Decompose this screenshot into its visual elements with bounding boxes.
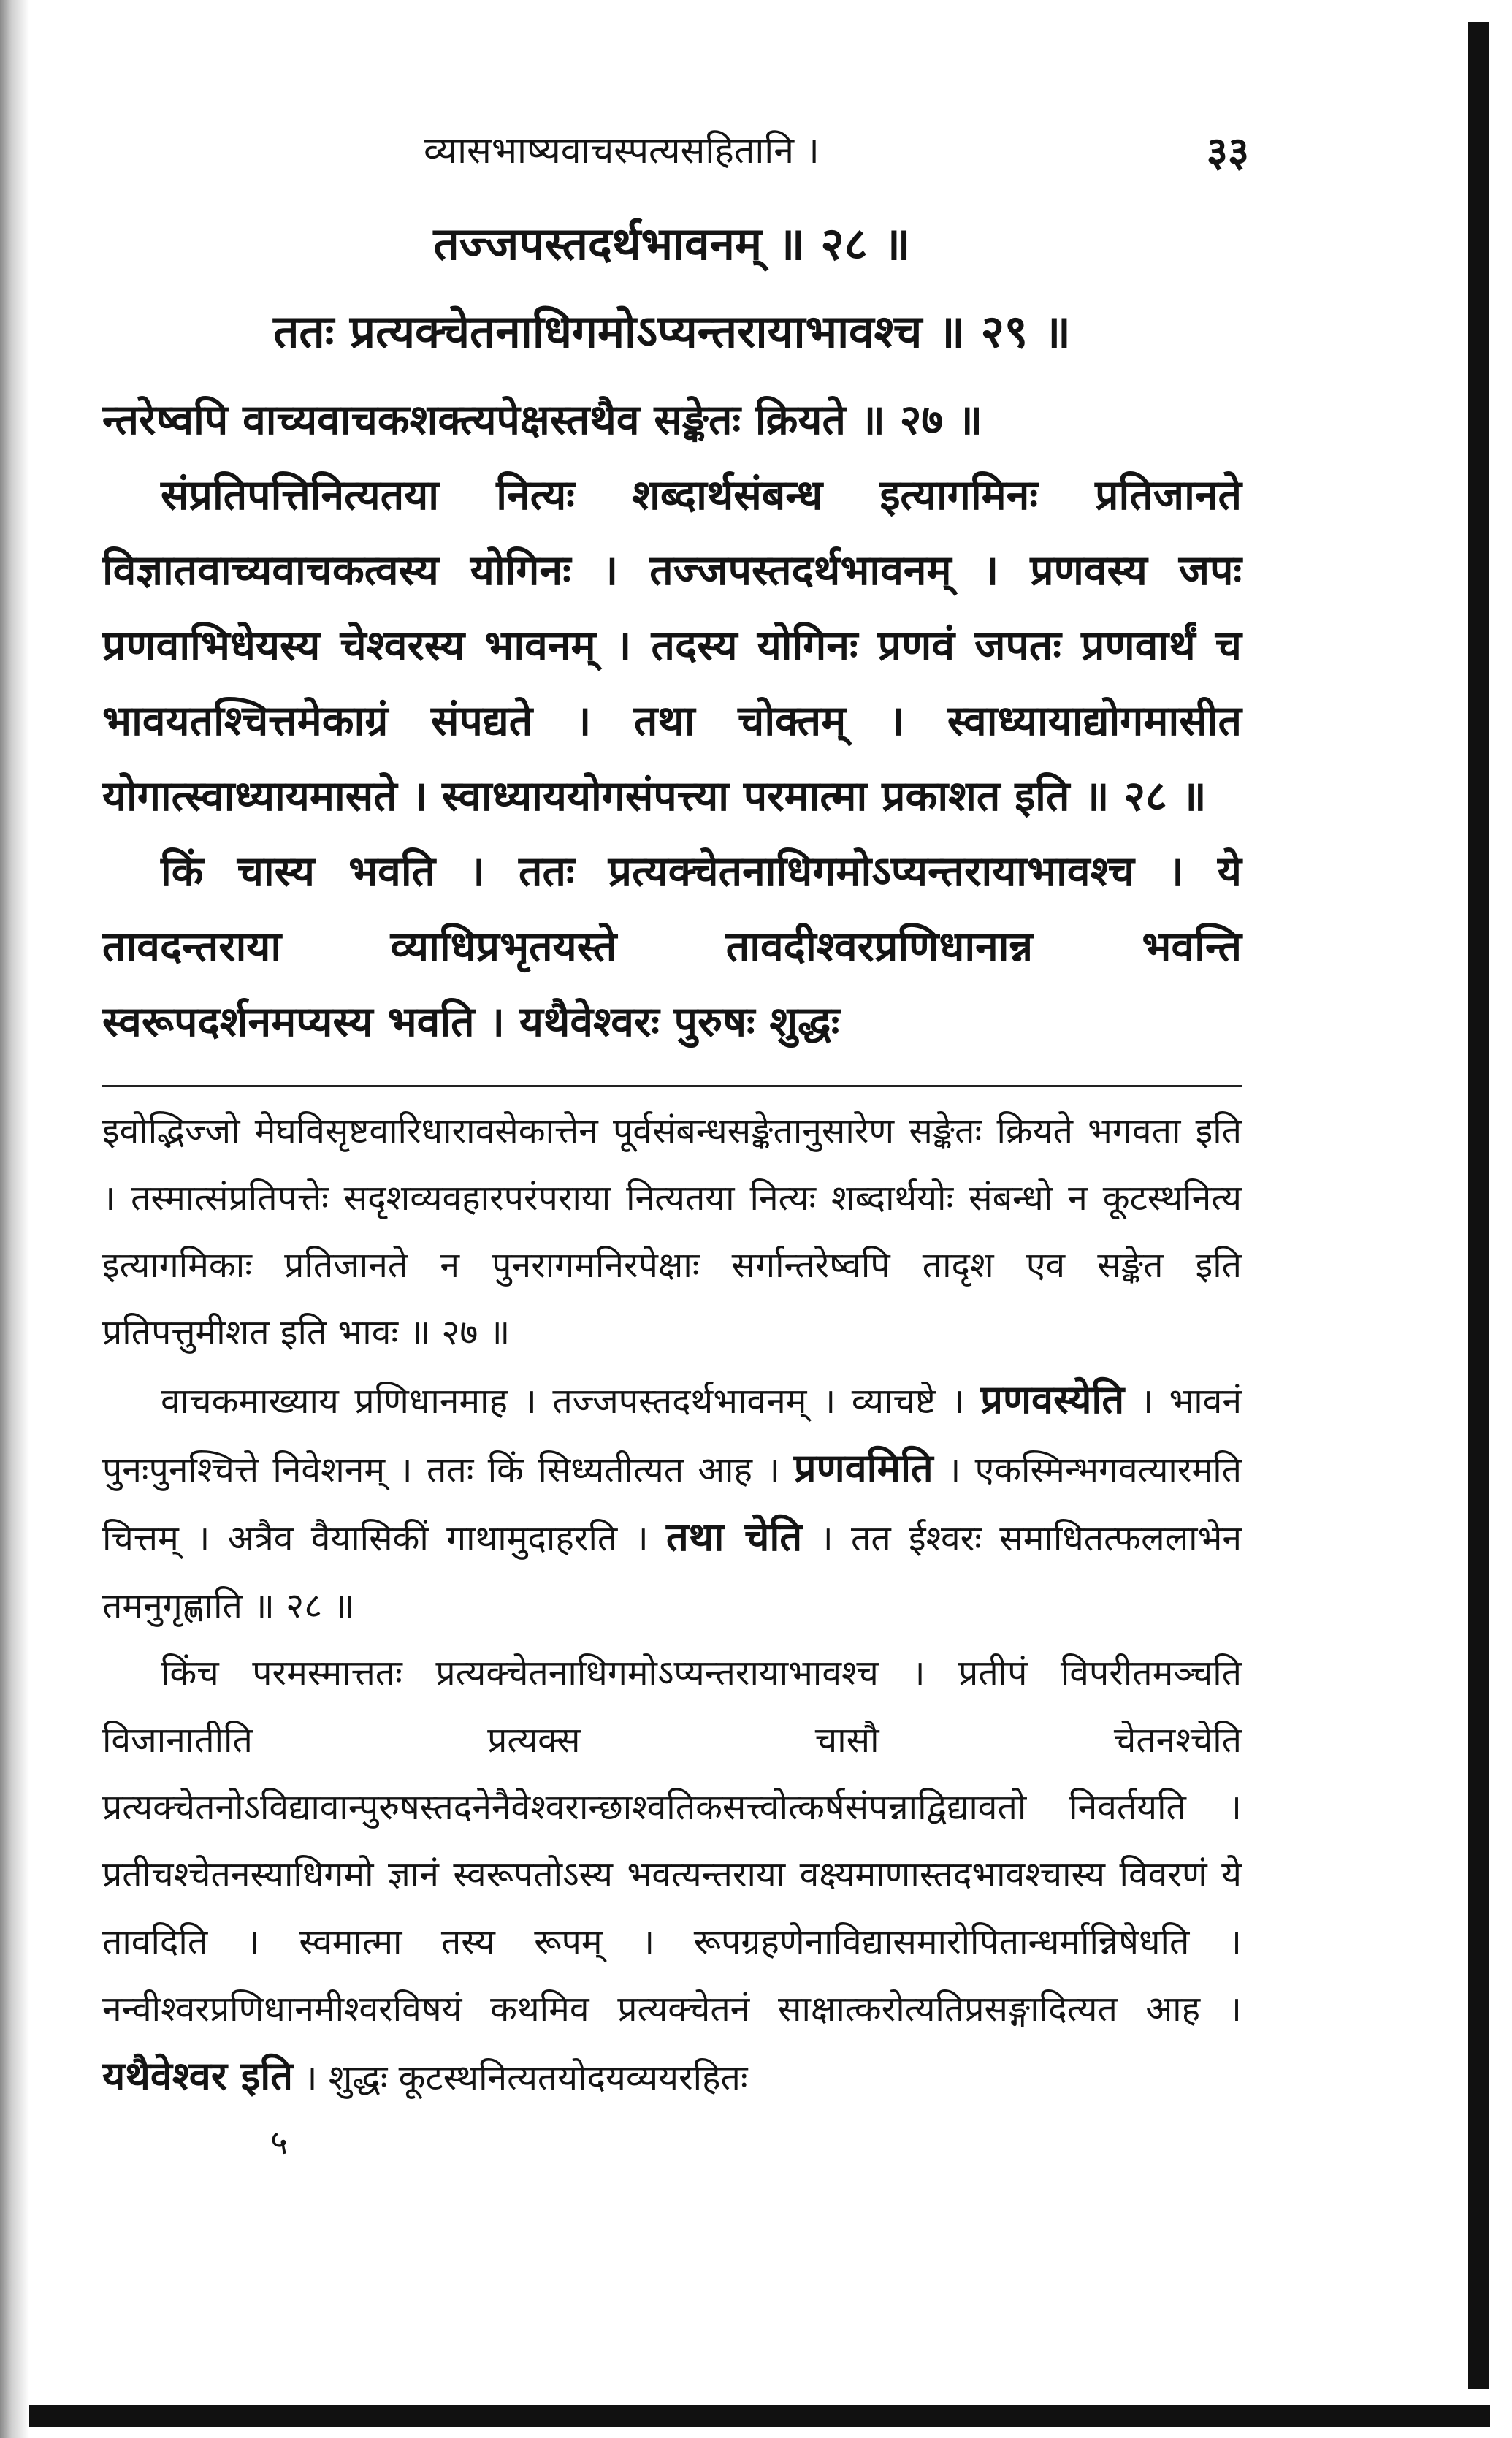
tika-paragraph	[102, 1366, 1242, 1639]
tika-pratika: यथैवेश्वर इति	[102, 2053, 293, 2099]
sutra-29: ततः प्रत्यक्चेतनाधिगमोऽप्यन्तरायाभावश्च ॥ २९ ॥	[273, 305, 1071, 358]
tika-text: वाचकमाख्याय प्रणिधानमाह । तज्जपस्तदर्थभावनम् । व्याचष्टे ।	[161, 1381, 981, 1422]
scan-border-right	[1468, 22, 1489, 2389]
tika-text: । शुद्धः कूटस्थनित्यतयोदयव्ययरहितः	[293, 2057, 748, 2098]
tika-text: । तत ईश्वरः समाधितत्फललाभेन तमनुगृह्णाति ॥ २८ ॥	[102, 1518, 1242, 1626]
tika-text: किंच परमस्मात्ततः प्रत्यक्चेतनाधिगमोऽप्यन्तरायाभावश्च । प्रतीपं विपरीतमञ्चति विजानातीति प्रत्यक्स चासौ चेतनश्चेति प्रत्यक्चेतनोऽविद्यावान्पुरुषस्तदनेनैवेश्वरान्छाश्वतिकसत्त्वोत्कर्षसंपन्नाद्विद्यावतो निवर्तयति । प्रतीचश्चेतनस्याधिगमो ज्ञानं स्वरूपतोऽस्य भवत्यन्तराया वक्ष्यमाणास्तदभावश्चास्य विवरणं ये तावदिति । स्वमात्मा तस्य रूपम् । रूपग्रहणेनाविद्यासमारोपितान्धर्मान्निषेधति । नन्वीश्वरप्रणिधानमीश्वरविषयं कथमिव प्रत्यक्चेतनं साक्षात्करोत्यतिप्रसङ्गादित्यत आह ।	[102, 1653, 1242, 2030]
tika-pratika: प्रणवमिति	[793, 1445, 933, 1491]
signature-mark: ५	[270, 2122, 288, 2162]
tika-text: । एकस्मिन्भगवत्यारमति चित्तम् । अत्रैव वैयासिकीं गाथामुदाहरति ।	[102, 1450, 1242, 1559]
tika-text: । भावनं पुनःपुनश्चित्ते निवेशनम् । ततः किं सिध्यतीत्यत आह ।	[102, 1381, 1242, 1490]
running-head	[102, 110, 1249, 190]
tika-paragraph: इवोद्भिज्जो मेघविसृष्टवारिधारावसेकात्तेन पूर्वसंबन्धसङ्केतानुसारेण सङ्केतः क्रियते भगवता इति । तस्मात्संप्रतिपत्तेः सदृशव्यवहारपरंपराया नित्यतया नित्यः शब्दार्थयोः संबन्धो न कूटस्थनित्य इत्यागमिकाः प्रतिजानते न पुनरागमनिरपेक्षाः सर्गान्तरेष्वपि तादृश एव सङ्केत इति प्रतिपत्तुमीशत इति भावः ॥ २७ ॥	[102, 1111, 1242, 1353]
bhashya-paragraph: न्तरेष्वपि वाच्यवाचकशक्त्यपेक्षस्तथैव सङ्केतः क्रियते ॥ २७ ॥	[102, 396, 983, 444]
section-divider	[102, 1085, 1242, 1087]
bhashya-commentary	[102, 383, 1242, 1060]
scan-shadow-left	[0, 0, 29, 2438]
tika-paragraph	[102, 1639, 1242, 2111]
bhashya-paragraph: किं चास्य भवति । ततः प्रत्यक्चेतनाधिगमोऽप्यन्तरायाभावश्च । ये तावदन्तराया व्याधिप्रभृतयस्ते तावदीश्वरप्रणिधानान्न भवन्ति स्वरूपदर्शनमप्यस्य भवति । यथैवेश्वरः पुरुषः शुद्धः	[102, 847, 1242, 1046]
tika-commentary	[102, 1097, 1242, 2111]
sutra-28: तज्जपस्तदर्थभावनम् ॥ २८ ॥	[433, 217, 911, 270]
book-page	[102, 110, 1249, 2164]
bhashya-paragraph: संप्रतिपत्तिनित्यतया नित्यः शब्दार्थसंबन्ध इत्यागमिनः प्रतिजानते विज्ञातवाच्यवाचकत्वस्य योगिनः । तज्जपस्तदर्थभावनम् । प्रणवस्य जपः प्रणवाभिधेयस्य चेश्वरस्य भावनम् । तदस्य योगिनः प्रणवं जपतः प्रणवार्थं च भावयतश्चित्तमेकाग्रं संपद्यते । तथा चोक्तम् । स्वाध्यायाद्योगमासीत योगात्स्वाध्यायमासते । स्वाध्याययोगसंपत्त्या परमात्मा प्रकाशत इति ॥ २८ ॥	[102, 471, 1242, 820]
page-number: ३३	[1206, 129, 1249, 176]
tika-pratika: तथा चेति	[666, 1514, 803, 1560]
scan-border-bottom	[29, 2405, 1490, 2427]
tika-pratika: प्रणवस्येति	[980, 1376, 1125, 1422]
running-title: व्यासभाष्यवाचस्पत्यसहितानि ।	[424, 129, 820, 172]
